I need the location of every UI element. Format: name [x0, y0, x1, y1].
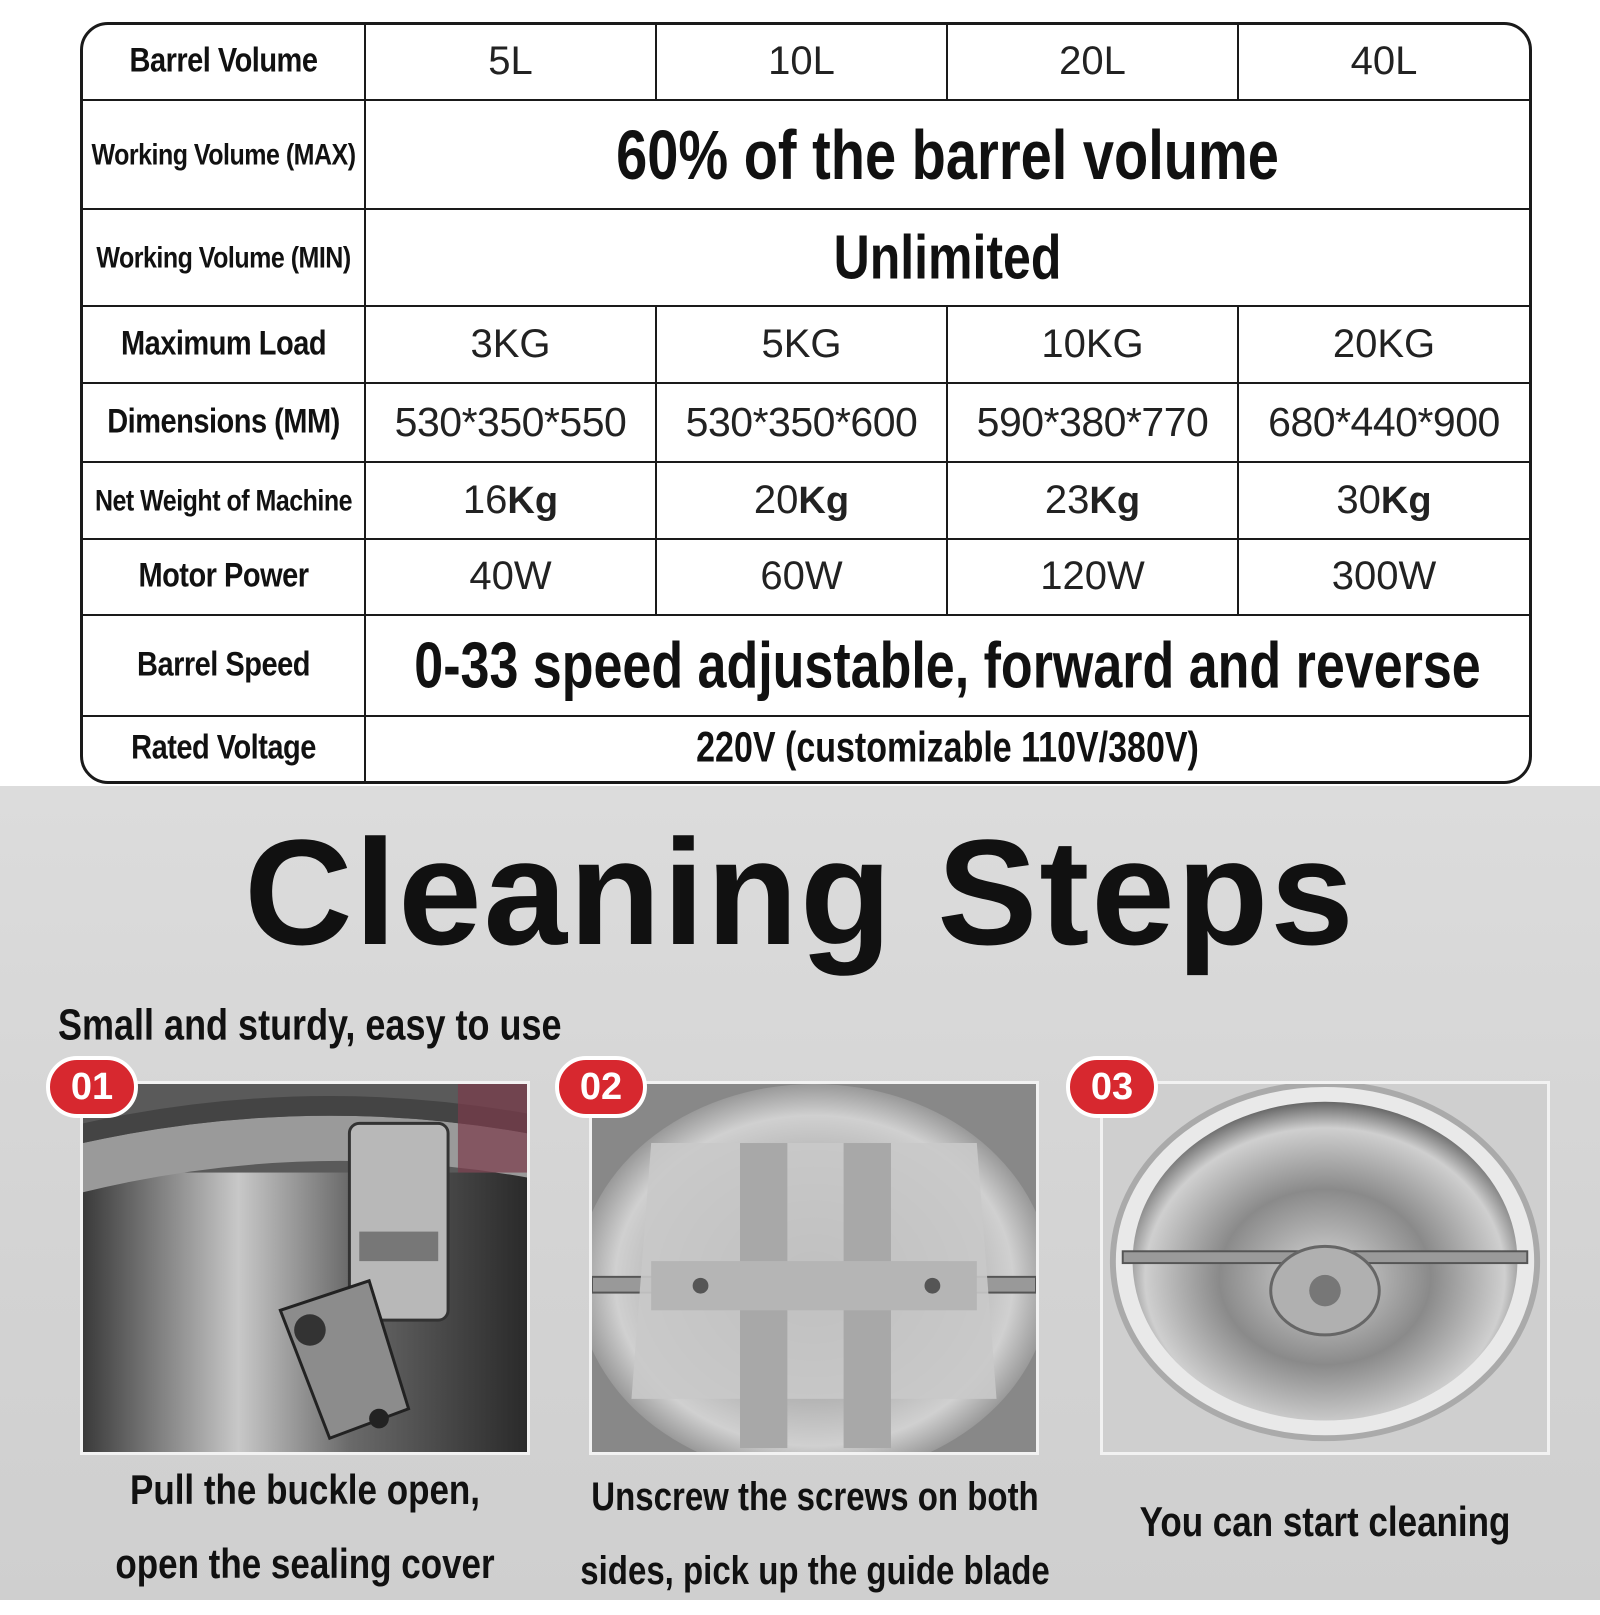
step-3-badge: 03 — [1066, 1056, 1158, 1118]
row-barrel-volume — [83, 25, 1529, 100]
row-label: Rated Voltage — [83, 716, 365, 781]
step-3-photo — [1100, 1081, 1550, 1455]
cleaning-section — [0, 786, 1600, 1600]
row-label: Barrel Speed — [83, 615, 365, 716]
merged-cell: Unlimited — [365, 209, 1529, 307]
row-working-volume-max — [83, 100, 1529, 209]
row-maximum-load — [83, 306, 1529, 382]
section-title: Cleaning Steps — [244, 808, 1356, 976]
cell: 590*380*770 — [947, 383, 1238, 463]
cell: 40L — [1238, 25, 1529, 100]
row-working-volume-min — [83, 209, 1529, 307]
row-label: Working Volume (MIN) — [83, 209, 365, 307]
step-1-caption: Pull the buckle open, open the sealing cover — [115, 1467, 495, 1588]
cell: 530*350*550 — [365, 383, 656, 463]
merged-cell: 0-33 speed adjustable, forward and reverse — [365, 615, 1529, 716]
cell: 20L — [947, 25, 1238, 100]
row-net-weight — [83, 462, 1529, 538]
row-motor-power — [83, 539, 1529, 615]
row-label: Net Weight of Machine — [83, 462, 365, 538]
spec-table — [80, 22, 1532, 784]
row-barrel-speed — [83, 615, 1529, 716]
step-2-badge: 02 — [555, 1056, 647, 1118]
cell: 300W — [1238, 539, 1529, 615]
step-3-caption: You can start cleaning — [1139, 1499, 1511, 1546]
cell: 20Kg — [656, 462, 947, 538]
merged-cell: 60% of the barrel volume — [365, 100, 1529, 209]
row-dimensions — [83, 383, 1529, 463]
row-label: Motor Power — [83, 539, 365, 615]
tagline: Small and sturdy, easy to use — [58, 999, 562, 1049]
merged-cell: 220V (customizable 110V/380V) — [365, 716, 1529, 781]
row-label: Working Volume (MAX) — [83, 100, 365, 209]
row-label: Barrel Volume — [83, 25, 365, 100]
cell: 20KG — [1238, 306, 1529, 382]
cell: 120W — [947, 539, 1238, 615]
cell: 60W — [656, 539, 947, 615]
cell: 23Kg — [947, 462, 1238, 538]
step-2-photo — [589, 1081, 1039, 1455]
cell: 40W — [365, 539, 656, 615]
cell: 5KG — [656, 306, 947, 382]
cell: 10KG — [947, 306, 1238, 382]
row-label: Maximum Load — [83, 306, 365, 382]
cell: 10L — [656, 25, 947, 100]
cell: 30Kg — [1238, 462, 1529, 538]
row-label: Dimensions (MM) — [83, 383, 365, 463]
row-rated-voltage — [83, 716, 1529, 781]
step-1-badge: 01 — [46, 1056, 138, 1118]
cell: 5L — [365, 25, 656, 100]
step-1-photo — [80, 1081, 530, 1455]
cell: 530*350*600 — [656, 383, 947, 463]
step-2-caption: Unscrew the screws on both sides, pick up the guide blade — [580, 1474, 1050, 1593]
cell: 16Kg — [365, 462, 656, 538]
cell: 3KG — [365, 306, 656, 382]
cell: 680*440*900 — [1238, 383, 1529, 463]
